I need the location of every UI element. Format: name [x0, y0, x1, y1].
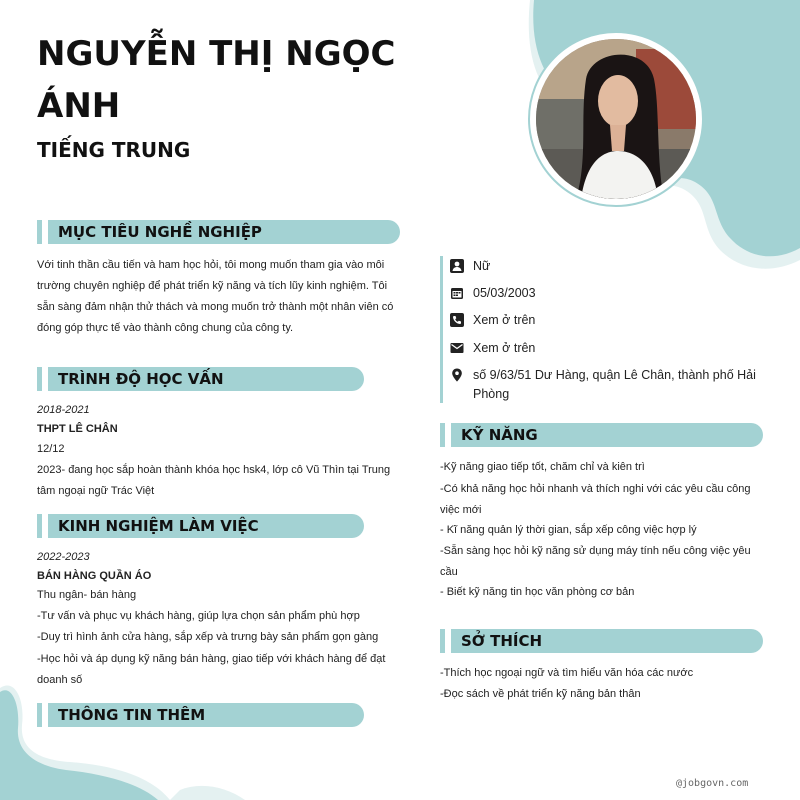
section-title: SỞ THÍCH [451, 629, 763, 653]
skill-item: -Kỹ năng giao tiếp tốt, chăm chỉ và kiên trì [440, 461, 645, 473]
contact-birthday [450, 284, 536, 303]
education-school: THPT LÊ CHÂN [37, 423, 118, 435]
section-title: TRÌNH ĐỘ HỌC VẤN [48, 367, 364, 391]
section-title: KỸ NĂNG [451, 423, 763, 447]
contact-phone-value: Xem ở trên [473, 313, 536, 327]
section-header-skills [440, 423, 763, 447]
candidate-name: NGUYỄN THỊ NGỌC ÁNH [37, 34, 396, 126]
contact-gender-value: Nữ [473, 259, 491, 273]
contact-address-value: số 9/63/51 Dư Hàng, quận Lê Chân, thành phố Hải Phòng [473, 368, 756, 401]
section-header-experience [37, 514, 364, 538]
hobby-item: -Thích học ngoại ngữ và tìm hiểu văn hóa các nước [440, 667, 694, 679]
contact-divider [440, 256, 443, 403]
experience-company: BÁN HÀNG QUẦN ÁO [37, 570, 152, 582]
person-icon [450, 259, 464, 273]
profile-photo [536, 39, 696, 199]
contact-birthday-value: 05/03/2003 [473, 286, 536, 300]
mail-icon [450, 341, 464, 355]
education-grade: 12/12 [37, 443, 65, 455]
decorative-blob-bottom [0, 680, 260, 800]
section-header-extra [37, 703, 364, 727]
experience-position: Thu ngân- bán hàng [37, 589, 137, 601]
skill-item: - Biết kỹ năng tin học văn phòng cơ bản [440, 586, 635, 598]
phone-icon [450, 313, 464, 327]
section-header-hobbies [440, 629, 763, 653]
experience-duty: -Học hỏi và áp dụng kỹ năng bán hàng, giao tiếp với khách hàng để đạt doanh số [37, 653, 386, 686]
calendar-icon [450, 286, 464, 300]
experience-duty: -Tư vấn và phục vụ khách hàng, giúp lựa chọn sản phẩm phù hợp [37, 610, 360, 622]
education-detail: 2023- đang học sắp hoàn thành khóa học hsk4, lớp cô Vũ Thìn tại Trung tâm ngoại ngữ Trác Việt [37, 464, 391, 497]
contact-gender [450, 257, 490, 276]
skill-item: - Kĩ năng quản lý thời gian, sắp xếp công việc hợp lý [440, 524, 697, 536]
contact-email-value: Xem ở trên [473, 341, 536, 355]
section-title: THÔNG TIN THÊM [48, 703, 364, 727]
contact-email [450, 339, 535, 358]
profile-photo-frame [528, 31, 704, 207]
section-title: MỤC TIÊU NGHỀ NGHIỆP [48, 220, 400, 244]
experience-duty: -Duy trì hình ảnh cửa hàng, sắp xếp và trưng bày sản phẩm gọn gàng [37, 631, 379, 643]
objective-text: Với tinh thần cầu tiến và ham học hỏi, tôi mong muốn tham gia vào môi trường chuyên nghiệp để phát triển kỹ năng và tích lũy kinh nghiệm. Tôi sẵn sàng đảm nhận thử thách và mong muốn trở thành một nhân viên có đóng góp thực tế vào thành công chung của công ty. [37, 259, 394, 334]
watermark: @jobgovn.com [676, 778, 749, 789]
contact-phone [450, 311, 535, 330]
education-period: 2018-2021 [37, 404, 90, 416]
section-title: KINH NGHIỆM LÀM VIỆC [48, 514, 364, 538]
skill-item: -Sẵn sàng học hỏi kỹ năng sử dụng máy tính nếu công việc yêu cầu [440, 545, 751, 578]
hobby-item: -Đọc sách về phát triển kỹ năng bản thân [440, 688, 641, 700]
location-pin-icon [450, 368, 464, 382]
section-header-education [37, 367, 364, 391]
contact-address [450, 366, 770, 404]
experience-period: 2022-2023 [37, 551, 90, 563]
job-title: TIẾNG TRUNG [37, 138, 191, 162]
skill-item: -Có khả năng học hỏi nhanh và thích nghi với các yêu cầu công việc mới [440, 483, 751, 516]
section-header-objective [37, 220, 400, 244]
